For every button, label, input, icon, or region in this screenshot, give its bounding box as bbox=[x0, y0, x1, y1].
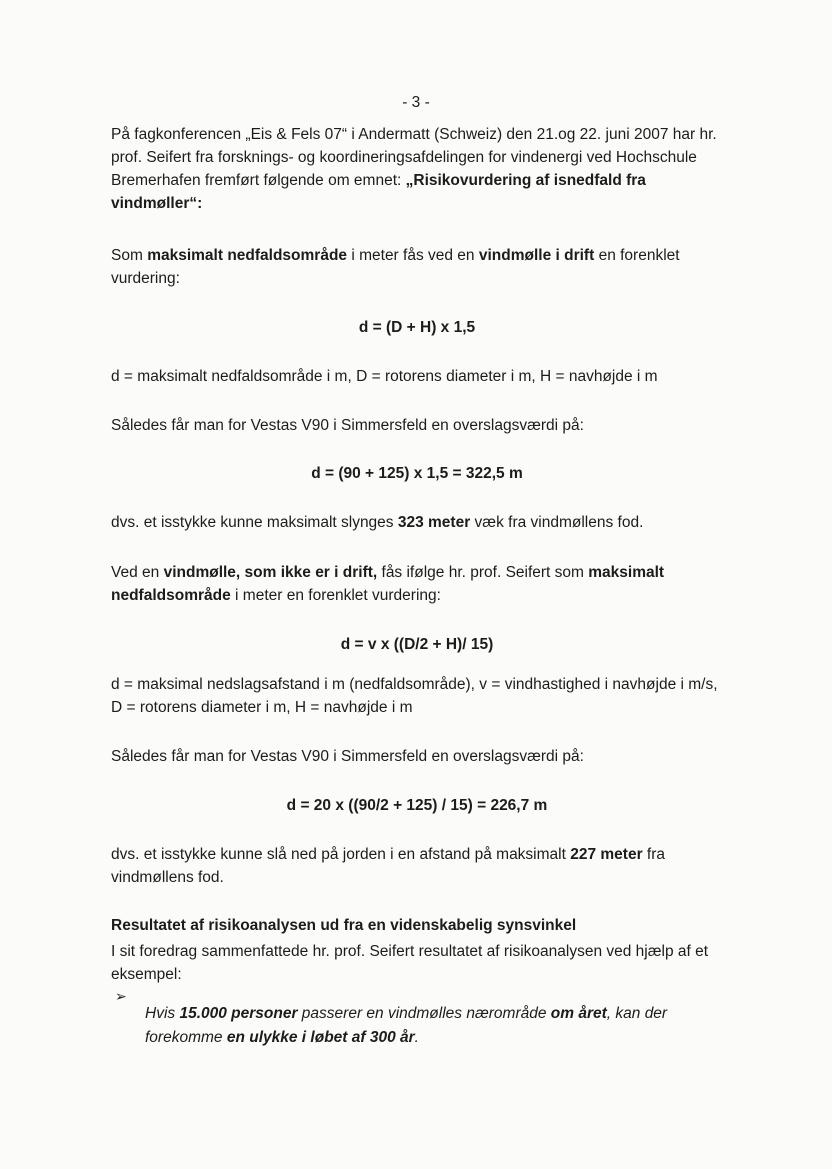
text-span: dvs. et isstykke kunne maksimalt slynges bbox=[111, 514, 398, 531]
section-heading: Resultatet af risikoanalysen ud fra en videnskabelig synsvinkel bbox=[111, 917, 577, 934]
topic-title: „Risikovurdering af isnedfald fra vindmøller“: bbox=[111, 172, 646, 212]
estimate-intro-2: Således får man for Vestas V90 i Simmersfeld en overslagsværdi på: bbox=[111, 748, 584, 765]
text-span: væk fra vindmøllens fod. bbox=[470, 514, 644, 531]
page-number: - 3 - bbox=[402, 94, 430, 111]
text-span: Hvis bbox=[145, 1004, 180, 1022]
conclusion-operating bbox=[111, 511, 723, 534]
text-span: fås ifølge hr. prof. Seifert som bbox=[377, 564, 589, 581]
text-span: dvs. et isstykke kunne slå ned på jorden i en afstand på maksimalt bbox=[111, 846, 571, 863]
text-span: Ved en bbox=[111, 564, 164, 581]
bold-span: maksimalt nedfaldsområde bbox=[147, 247, 348, 264]
text-span: i meter fås ved en bbox=[347, 247, 479, 264]
text-span: . bbox=[414, 1028, 419, 1046]
arrow-bullet-icon: ➢ bbox=[115, 988, 127, 1004]
bold-span: 15.000 personer bbox=[179, 1004, 298, 1022]
text-span: , kan der forekomme bbox=[145, 1004, 668, 1046]
bold-span: om året bbox=[550, 1004, 607, 1022]
formula-legend-1: d = maksimalt nedfaldsområde i m, D = rotorens diameter i m, H = navhøjde i m bbox=[111, 368, 658, 385]
text-span: i meter en forenklet vurdering: bbox=[230, 587, 441, 604]
conclusion-stopped bbox=[111, 843, 723, 889]
text-span: en forenklet vurdering: bbox=[111, 247, 680, 287]
text-span: passerer en vindmølles nærområde bbox=[297, 1004, 551, 1022]
formula-operating: d = (D + H) x 1,5 bbox=[358, 319, 476, 336]
bold-span: en ulykke i løbet af 300 år bbox=[226, 1028, 415, 1046]
bullet-item bbox=[145, 1002, 725, 1050]
estimate-intro-1: Således får man for Vestas V90 i Simmersfeld en overslagsværdi på: bbox=[111, 417, 584, 434]
text-span: Som bbox=[111, 247, 148, 264]
bold-span: 227 meter bbox=[570, 846, 643, 863]
bold-span: maksimalt nedfaldsområde bbox=[111, 564, 665, 604]
bold-span: vindmølle, som ikke er i drift, bbox=[163, 564, 378, 581]
bold-span: vindmølle i drift bbox=[478, 247, 595, 264]
intro-text: På fagkonferencen „Eis & Fels 07“ i Andermatt (Schweiz) den 21.og 22. juni 2007 har hr. prof. Seifert fra forsknings- og koordineringsafdelingen for vindenergi ved Hochschule Bremerhafen fremført følgende om emnet: bbox=[111, 126, 717, 189]
formula-legend-2: d = maksimal nedslagsafstand i m (nedfaldsområde), v = vindhastighed i navhøjde i m/s, D = rotorens diameter i m, H = navhøjde i m bbox=[111, 676, 718, 716]
text-span: fra vindmøllens fod. bbox=[111, 846, 666, 886]
operating-paragraph bbox=[111, 244, 723, 290]
formula-stopped: d = v x ((D/2 + H)/ 15) bbox=[340, 636, 494, 653]
section-text: I sit foredrag sammenfattede hr. prof. Seifert resultatet af risikoanalysen ved hjælp af et eksempel: bbox=[111, 943, 709, 983]
stopped-paragraph bbox=[111, 561, 723, 607]
result-operating: d = (90 + 125) x 1,5 = 322,5 m bbox=[311, 465, 523, 482]
intro-paragraph bbox=[111, 123, 723, 215]
result-stopped: d = 20 x ((90/2 + 125) / 15) = 226,7 m bbox=[286, 797, 548, 814]
bold-span: 323 meter bbox=[397, 514, 471, 531]
